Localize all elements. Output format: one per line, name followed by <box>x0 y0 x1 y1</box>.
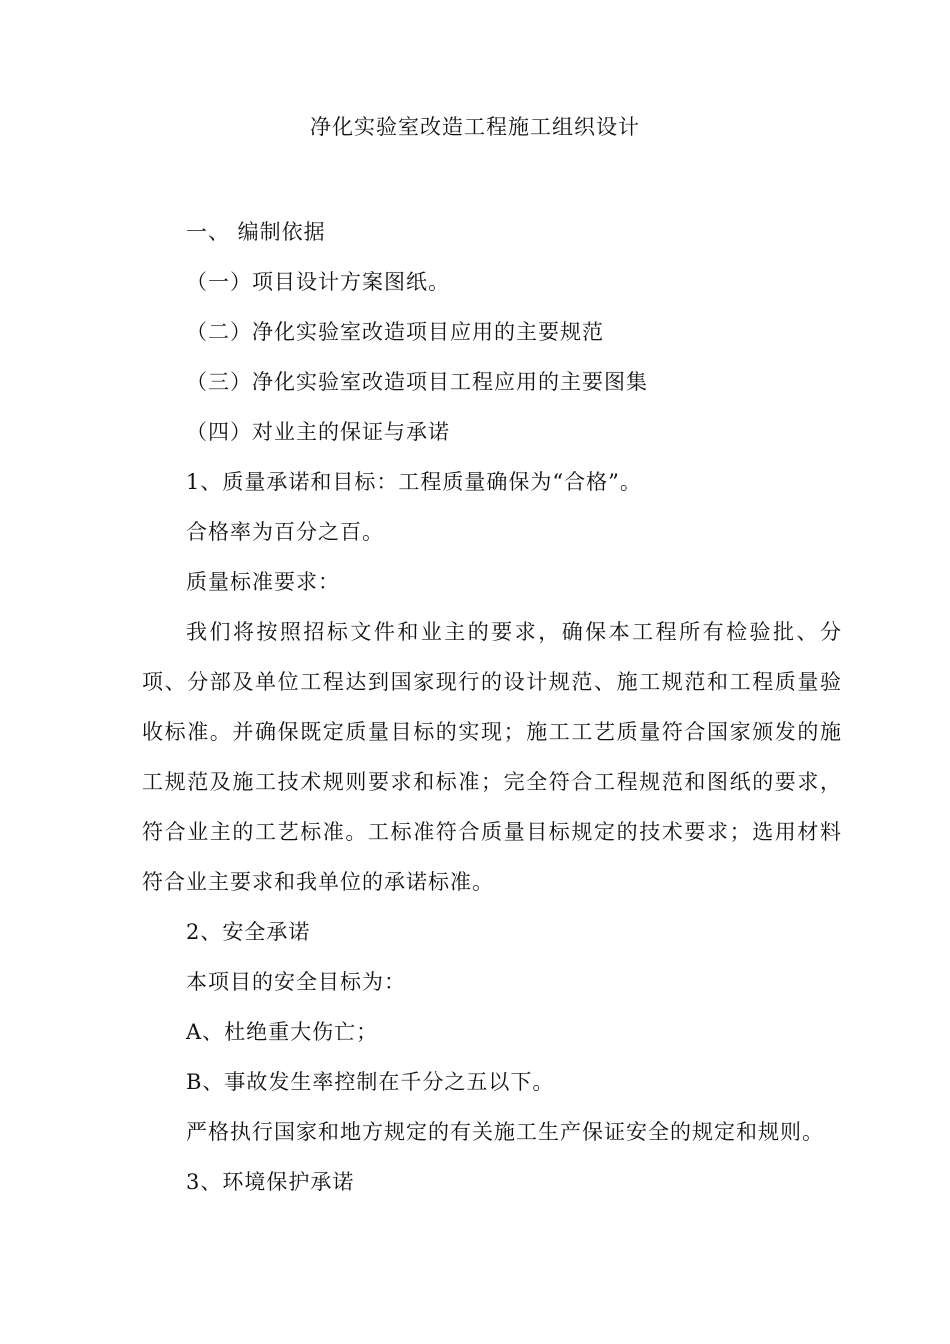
section-heading-basis: 一、 编制依据 <box>186 220 326 244</box>
paragraph-safety-goal: 本项目的安全目标为： <box>186 970 406 994</box>
paragraph-quality-commitment: 1、质量承诺和目标：工程质量确保为“合格”。 <box>186 470 642 494</box>
paragraph-quality-standard-heading: 质量标准要求： <box>186 570 340 594</box>
paragraph-environment-commitment: 3、环境保护承诺 <box>186 1170 355 1194</box>
paragraph-design-drawings: （一）项目设计方案图纸。 <box>186 270 450 294</box>
paragraph-safety-commitment: 2、安全承诺 <box>186 920 311 944</box>
paragraph-safety-item-a: A、杜绝重大伤亡； <box>186 1020 379 1044</box>
paragraph-safety-item-b: B、事故发生率控制在千分之五以下。 <box>186 1070 555 1094</box>
document-title: 净化实验室改造工程施工组织设计 <box>310 115 640 139</box>
paragraph-main-atlas: （三）净化实验室改造项目工程应用的主要图集 <box>186 370 648 394</box>
paragraph-pass-rate: 合格率为百分之百。 <box>186 520 384 544</box>
document-body <box>142 207 842 1207</box>
paragraph-safety-rules: 严格执行国家和地方规定的有关施工生产保证安全的规定和规则。 <box>186 1120 824 1144</box>
paragraph-quality-standard-body: 我们将按照招标文件和业主的要求，确保本工程所有检验批、分项、分部及单位工程达到国家现行的设计规范、施工规范和工程质量验收标准。并确保既定质量目标的实现；施工工艺质量符合国家颁发的施工规范及施工技术规则要求和标准；完全符合工程规范和图纸的要求，符合业主的工艺标准。工标准符合质量目标规定的技术要求；选用材料符合业主要求和我单位的承诺标准。 <box>142 620 842 894</box>
paragraph-owner-guarantee: （四）对业主的保证与承诺 <box>186 420 450 444</box>
paragraph-main-specs: （二）净化实验室改造项目应用的主要规范 <box>186 320 604 344</box>
